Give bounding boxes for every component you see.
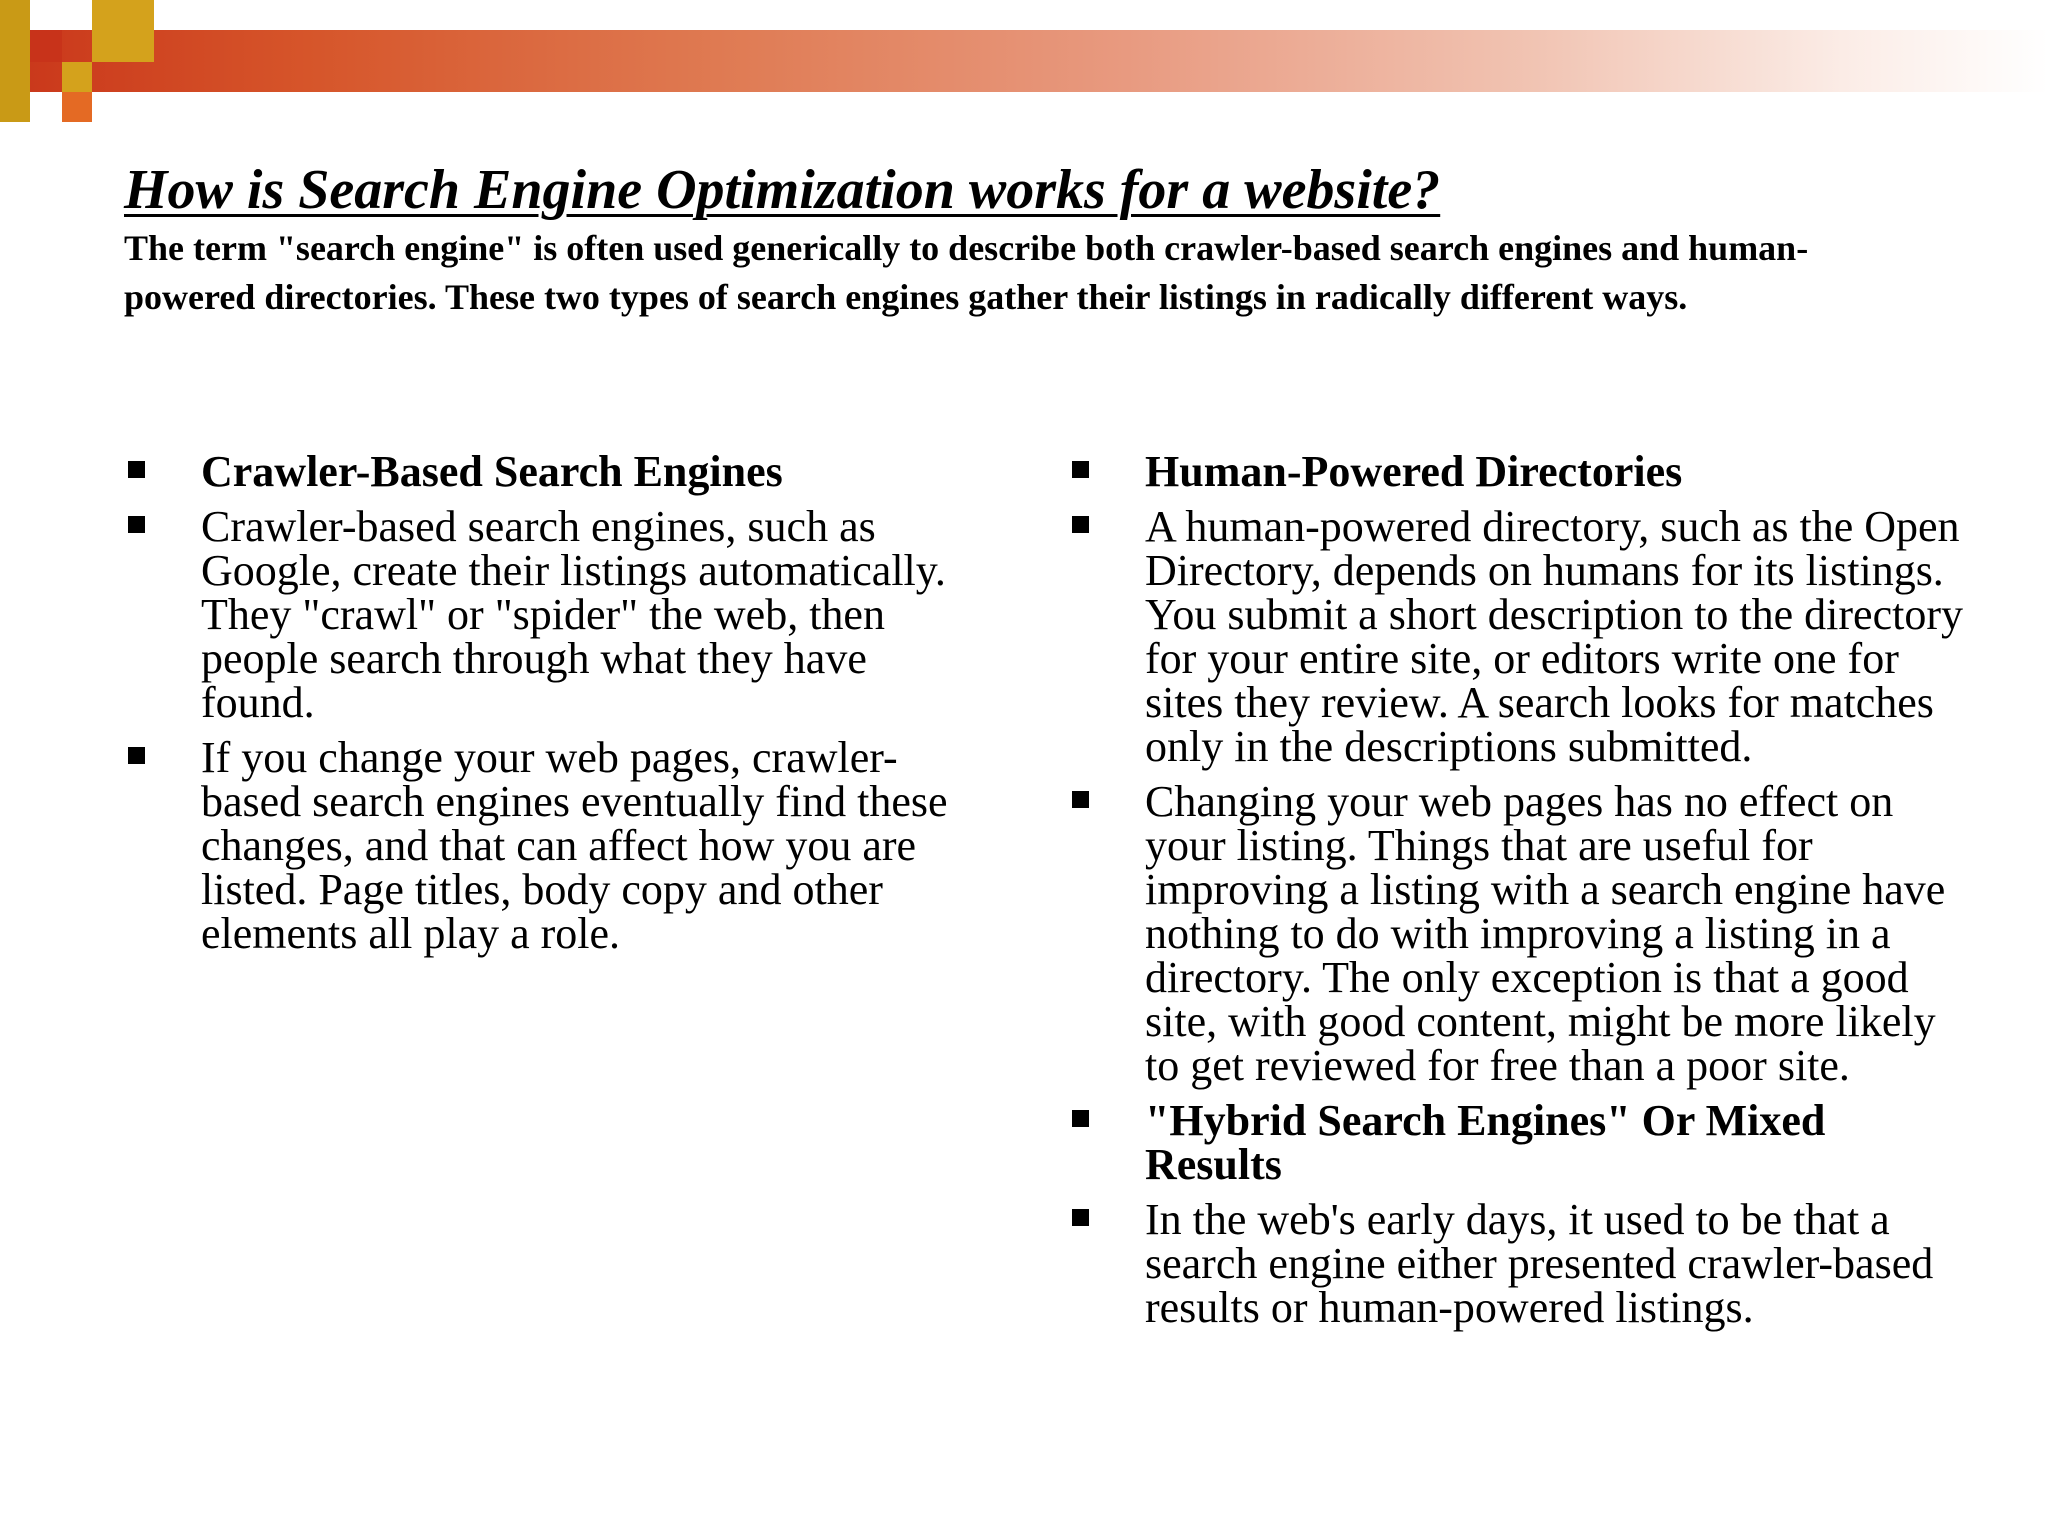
list-item-directories-description [1068, 502, 1968, 771]
list-item-directories-changes [1068, 777, 1968, 1090]
list-item-text: Crawler-Based Search Engines [201, 447, 783, 496]
header-square-orange [62, 92, 92, 122]
list-item-directories-heading [1068, 447, 1968, 496]
header-square-red [30, 30, 62, 62]
header-square-gold [92, 0, 154, 62]
list-item-crawler-changes [124, 733, 984, 958]
header-square-gold-small [62, 62, 92, 92]
square-bullet-icon [1072, 516, 1089, 533]
list-item-hybrid-heading [1068, 1096, 1968, 1189]
header-gradient-bar [0, 30, 2048, 92]
square-bullet-icon [1072, 461, 1089, 478]
square-bullet-icon [128, 461, 145, 478]
slide-title: How is Search Engine Optimization works for a website? [124, 159, 1441, 221]
header-square-gold-tall [0, 0, 30, 122]
square-bullet-icon [1072, 791, 1089, 808]
square-bullet-icon [1072, 1209, 1089, 1226]
list-item-hybrid-description [1068, 1195, 1968, 1332]
list-item-crawler-heading [124, 447, 984, 496]
square-bullet-icon [1072, 1110, 1089, 1127]
list-item-text: A human-powered directory, such as the Open Directory, depends on humans for its listings. You submit a short description to the directory for your entire site, or editors write one for sites they review. A search looks for matches only in the descriptions submitted. [1145, 502, 1963, 771]
intro-paragraph: The term "search engine" is often used generically to describe both crawler-based search engines and human-powered directories. These two types of search engines gather their listings in radically different ways. [124, 228, 1809, 317]
list-item-text: Human-Powered Directories [1145, 447, 1683, 496]
list-item-crawler-description [124, 502, 984, 727]
square-bullet-icon [128, 516, 145, 533]
list-item-text: "Hybrid Search Engines" Or Mixed Results [1145, 1096, 1826, 1189]
left-column [124, 447, 984, 967]
list-item-text: Changing your web pages has no effect on your listing. Things that are useful for improving a listing with a search engine have nothing to do with improving a listing in a directory. The only exception is that a good site, with good content, might be more likely to get reviewed for free than a poor site. [1145, 777, 1946, 1090]
list-item-text: In the web's early days, it used to be that a search engine either presented crawler-based results or human-powered listings. [1145, 1195, 1934, 1332]
square-bullet-icon [128, 747, 145, 764]
right-column [1068, 447, 1968, 1341]
list-item-text: Crawler-based search engines, such as Google, create their listings automatically. They "crawl" or "spider" the web, then people search through what they have found. [201, 502, 946, 727]
list-item-text: If you change your web pages, crawler-based search engines eventually find these changes, and that can affect how you are listed. Page titles, body copy and other elements all play a role. [201, 733, 948, 958]
